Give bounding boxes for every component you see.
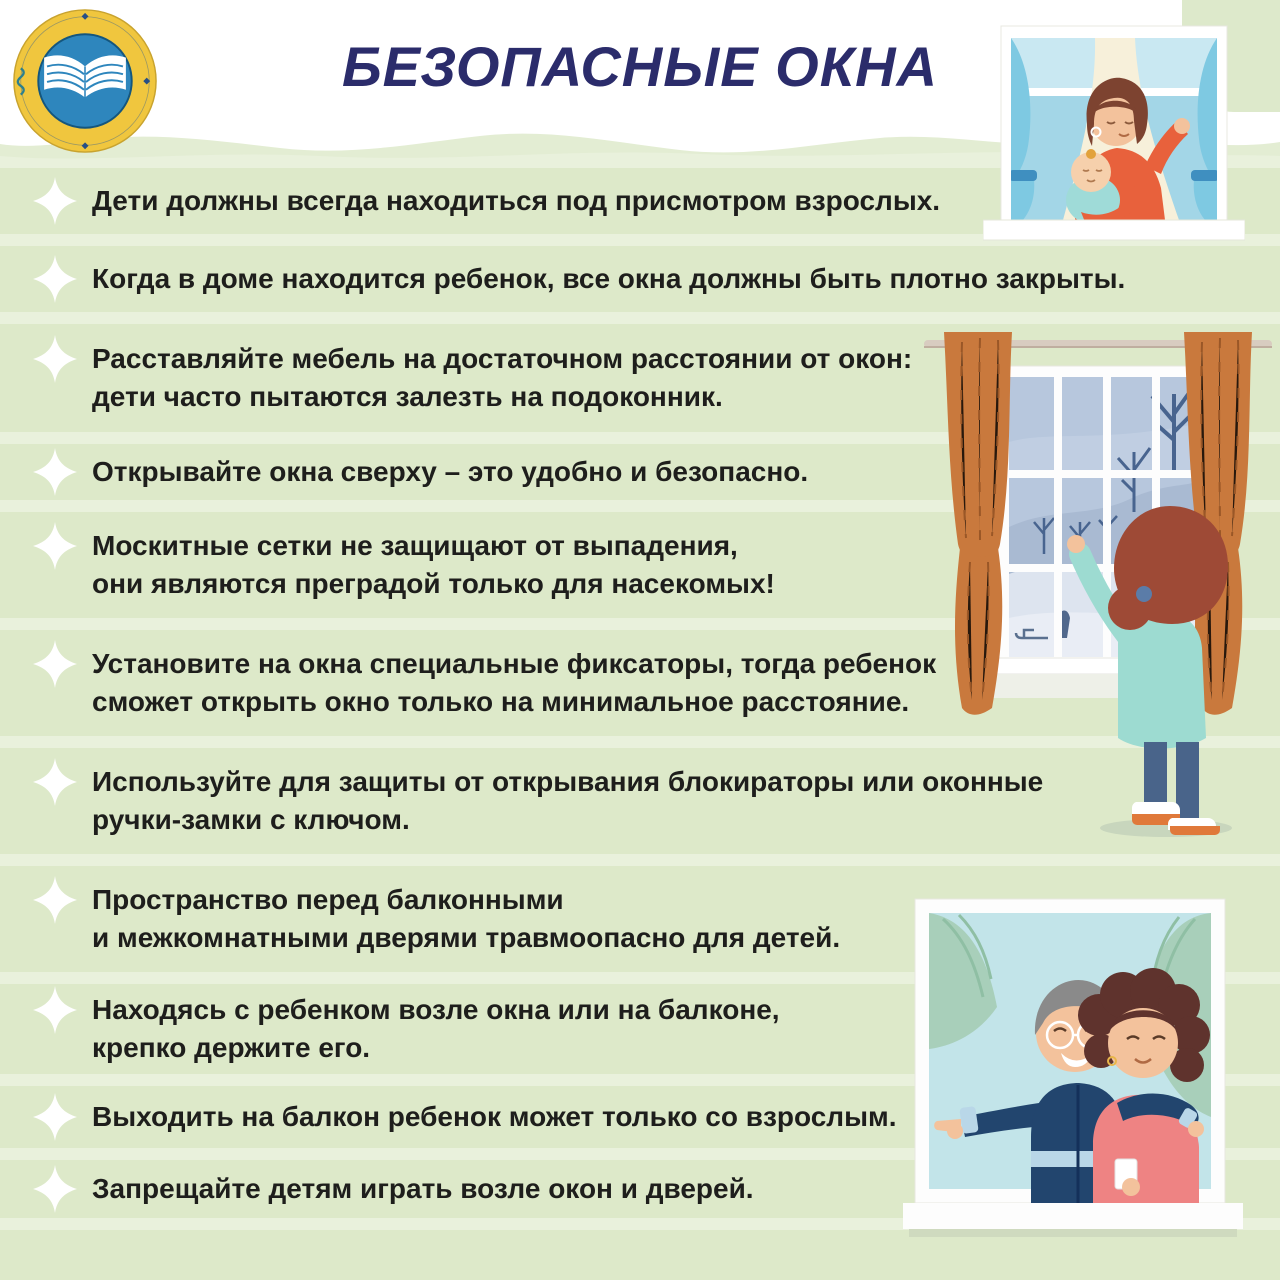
tip-text <box>92 453 808 491</box>
sparkle-star-icon <box>32 177 78 225</box>
tip-line: Дети должны всегда находиться под присмотром взрослых. <box>92 185 941 216</box>
sparkle-star-icon <box>32 640 78 688</box>
tip-line: Когда в доме находится ребенок, все окна должны быть плотно закрыты. <box>92 263 1126 294</box>
ministry-open-book-emblem-icon <box>12 8 158 154</box>
sparkle-star-icon <box>32 986 78 1034</box>
tip-line: сможет открыть окно только на минимальное расстояние. <box>92 686 910 717</box>
tip-text <box>92 1170 754 1208</box>
sparkle-star-icon <box>32 758 78 806</box>
tip-line: Находясь с ребенком возле окна или на балконе, <box>92 994 780 1025</box>
illustration-couple-looking-out-window <box>903 893 1243 1253</box>
sparkle-star-icon <box>32 1165 78 1213</box>
tip-text <box>92 1098 897 1136</box>
tip-text <box>92 340 912 416</box>
tip-line: и межкомнатными дверями травмоопасно для детей. <box>92 922 841 953</box>
tip-line: Открывайте окна сверху – это удобно и безопасно. <box>92 456 809 487</box>
tip-line: Пространство перед балконными <box>92 884 564 915</box>
tip-text <box>92 527 775 603</box>
sparkle-star-icon <box>32 1093 78 1141</box>
illustration-mother-holding-baby-at-open-window <box>983 24 1245 254</box>
tip-line: Установите на окна специальные фиксаторы, тогда ребенок <box>92 648 937 679</box>
sparkle-star-icon <box>32 876 78 924</box>
tip-line: они являются преградой только для насекомых! <box>92 568 775 599</box>
tip-text <box>92 182 940 220</box>
tip-line: Москитные сетки не защищают от выпадения, <box>92 530 738 561</box>
tip-line: ручки-замки с ключом. <box>92 804 410 835</box>
tip-text <box>92 645 936 721</box>
page-title: БЕЗОПАСНЫЕ ОКНА <box>342 35 938 98</box>
illustration-child-reaching-up-to-winter-window <box>922 322 1274 844</box>
sparkle-star-icon <box>32 335 78 383</box>
tip-text <box>92 991 780 1067</box>
tip-line: Выходить на балкон ребенок может только со взрослым. <box>92 1101 897 1132</box>
tip-line: Используйте для защиты от открывания блокираторы или оконные <box>92 766 1044 797</box>
tip-line: крепко держите его. <box>92 1032 371 1063</box>
sparkle-star-icon <box>32 448 78 496</box>
tip-text <box>92 260 1125 298</box>
tip-row <box>0 246 1280 312</box>
tip-line: дети часто пытаются залезть на подоконник. <box>92 381 723 412</box>
tip-text <box>92 881 840 957</box>
sparkle-star-icon <box>32 255 78 303</box>
tip-line: Запрещайте детям играть возле окон и дверей. <box>92 1173 754 1204</box>
sparkle-star-icon <box>32 522 78 570</box>
tip-line: Расставляйте мебель на достаточном расстоянии от окон: <box>92 343 913 374</box>
tip-text <box>92 763 1043 839</box>
